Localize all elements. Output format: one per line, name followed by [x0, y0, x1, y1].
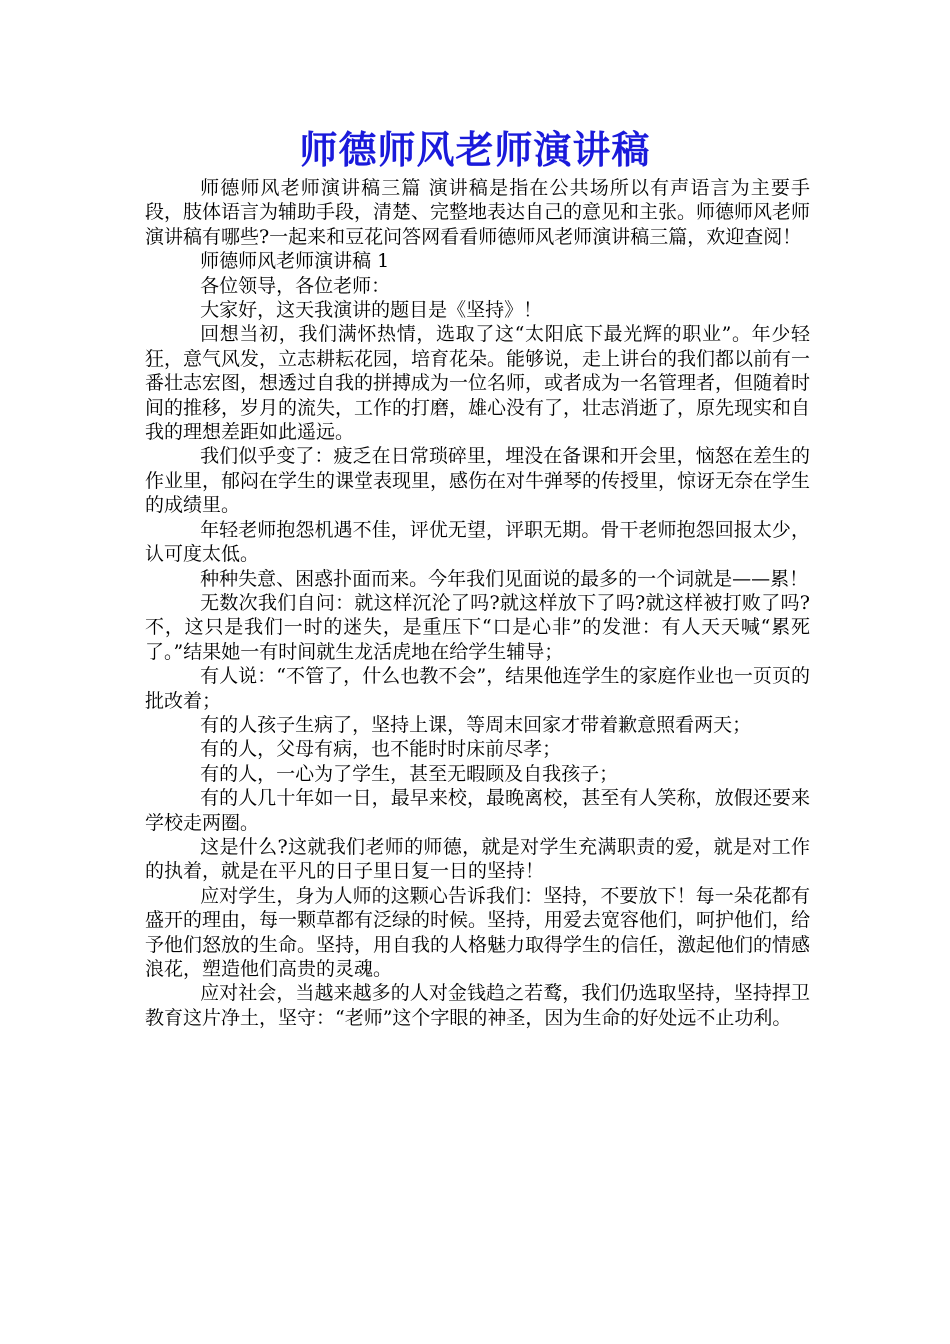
paragraph-salutation: 各位领导，各位老师： [200, 274, 391, 297]
paragraph-intro: 师德师风老师演讲稿三篇 演讲稿是指在公共场所以有声语言为主要手段，肢体语言为辅助手段，清楚、完整地表达自己的意见和主张。师德师风老师演讲稿有哪些?一起来和豆花问答网看看师德师风老师演讲稿三篇，欢迎查阅！ [145, 177, 811, 248]
paragraph-speech-heading: 师德师风老师演讲稿 1 [200, 250, 390, 273]
paragraph: 应对学生，身为人师的这颗心告诉我们：坚持，不要放下！每一朵花都有盛开的理由，每一颗草都有泛绿的时候。坚持，用爱去宽容他们，呵护他们，给予他们怒放的生命。坚持，用自我的人格魅力取得学生的信任，激起他们的情感浪花，塑造他们高贵的灵魂。 [145, 884, 811, 980]
paragraph: 这是什么?这就我们老师的师德，就是对学生充满职责的爱，就是对工作的执着，就是在平凡的日子里日复一日的坚持！ [145, 835, 810, 883]
paragraph: 年轻老师抱怨机遇不佳，评优无望，评职无期。骨干老师抱怨回报太少，认可度太低。 [145, 518, 810, 566]
paragraph: 有的人，父母有病，也不能时时床前尽孝； [200, 738, 562, 761]
paragraph: 回想当初，我们满怀热情，选取了这“太阳底下最光辉的职业”。年少轻狂，意气风发，立志耕耘花园，培育花朵。能够说，走上讲台的我们都以前有一番壮志宏图，想透过自我的拼搏成为一位名师，或者成为一名管理者，但随着时间的推移，岁月的流失，工作的打磨，雄心没有了，壮志消逝了，原先现实和自我的理想差距如此遥远。 [145, 323, 811, 444]
paragraph: 有的人，一心为了学生，甚至无暇顾及自我孩子； [200, 762, 619, 785]
paragraph: 我们似乎变了：疲乏在日常琐碎里，埋没在备课和开会里，恼怒在差生的作业里，郁闷在学生的课堂表现里，感伤在对牛弹琴的传授里，惊讶无奈在学生的成绩里。 [145, 445, 811, 517]
paragraph: 有人说：“不管了，什么也教不会”，结果他连学生的家庭作业也一页页的批改着； [145, 665, 810, 712]
paragraph: 有的人几十年如一日，最早来校，最晚离校，甚至有人笑称，放假还要来学校走两圈。 [145, 787, 810, 834]
paragraph: 应对社会，当越来越多的人对金钱趋之若鹜，我们仍选取坚持，坚持捍卫教育这片净土，坚守：“老师”这个字眼的神圣，因为生命的好处远不止功利。 [145, 982, 810, 1029]
document-title: 师德师风老师演讲稿 [299, 127, 651, 172]
document-body [145, 176, 810, 1030]
paragraph-greeting: 大家好，这天我演讲的题目是《坚持》！ [200, 299, 543, 322]
paragraph: 有的人孩子生病了，坚持上课，等周末回家才带着歉意照看两天； [200, 713, 752, 736]
paragraph: 种种失意、困惑扑面而来。今年我们见面说的最多的一个词就是——累！ [200, 567, 809, 590]
paragraph: 无数次我们自问：就这样沉沦了吗?就这样放下了吗?就这样被打败了吗?不，这只是我们一时的迷失，是重压下“口是心非”的发泄：有人天天喊“累死了。”结果她一有时间就生龙活虎地在给学生辅导； [145, 591, 810, 663]
